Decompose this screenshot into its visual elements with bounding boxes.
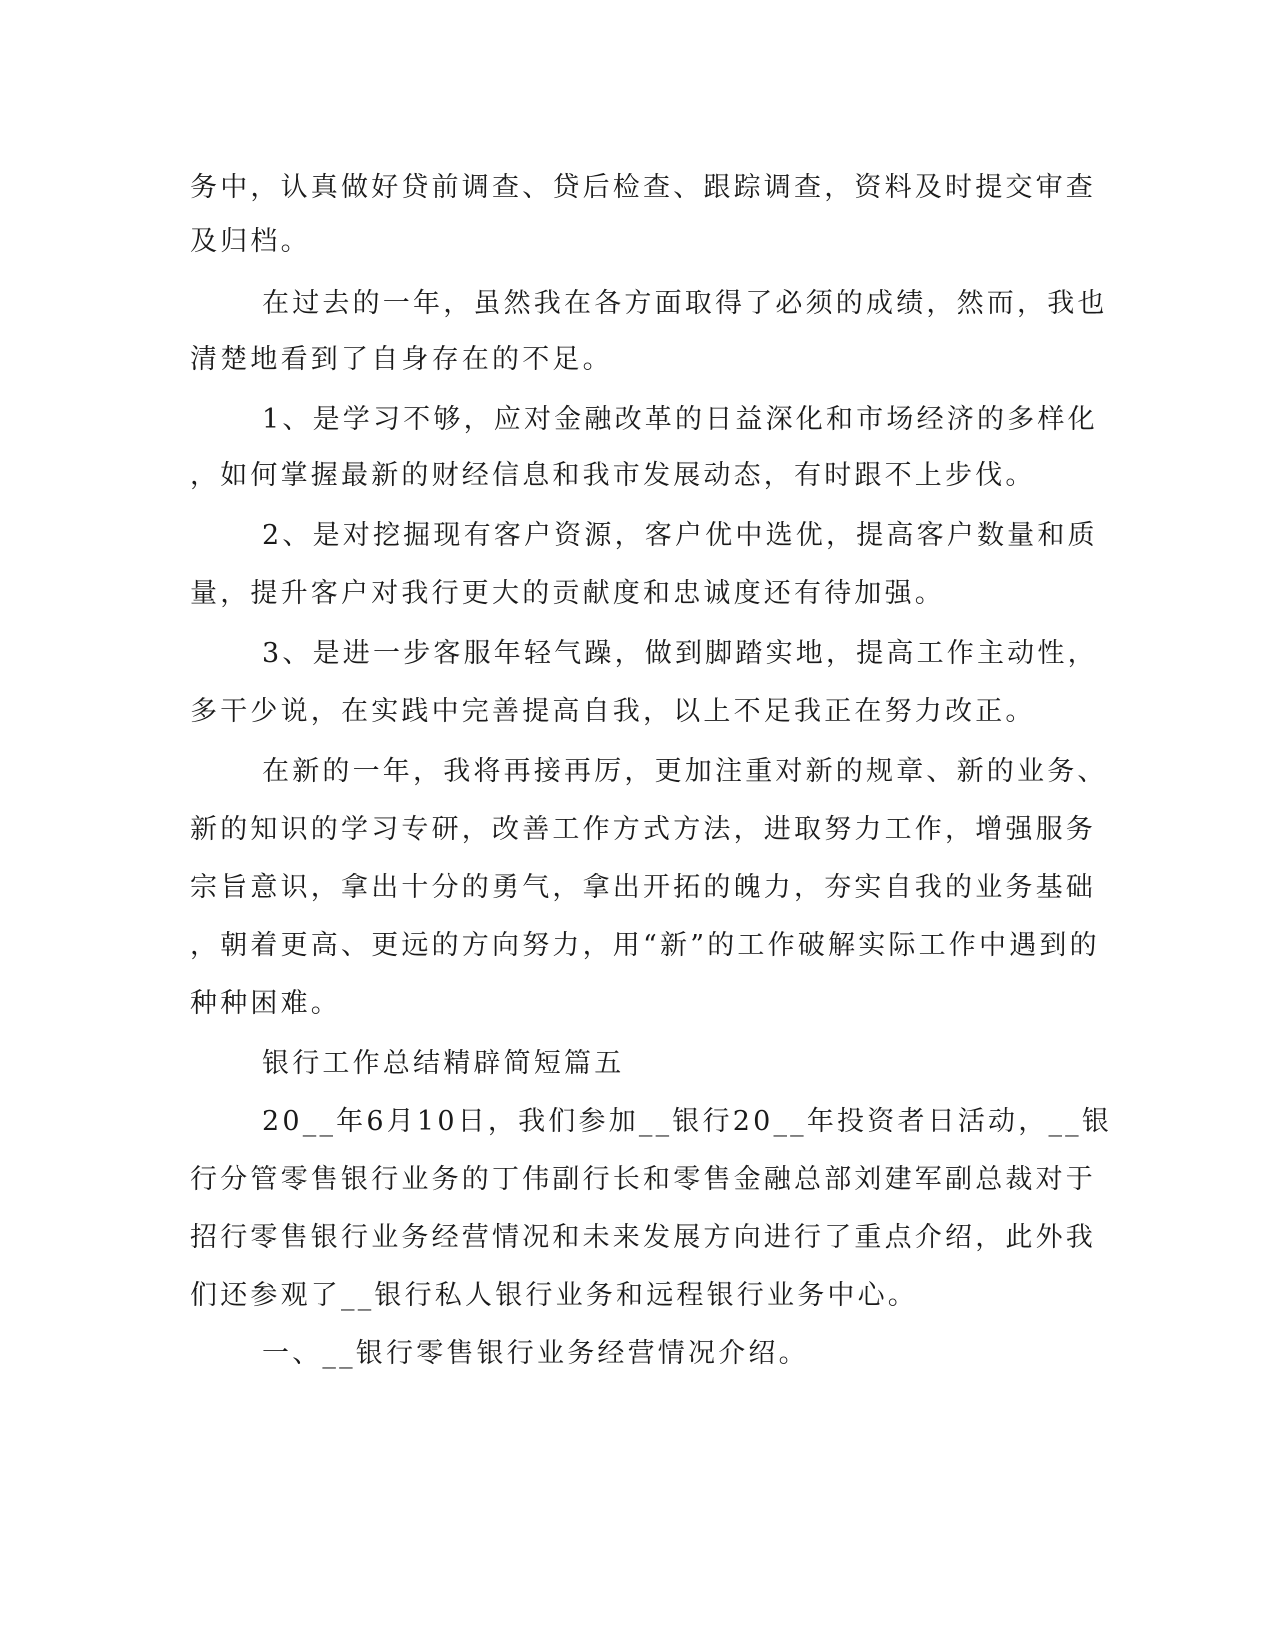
text-line: ，朝着更高、更远的方向努力，用“新”的工作破解实际工作中遇到的 bbox=[190, 930, 1100, 961]
text-line: 量，提升客户对我行更大的贡献度和忠诚度还有待加强。 bbox=[190, 578, 945, 609]
text-line: 招行零售银行业务经营情况和未来发展方向进行了重点介绍，此外我 bbox=[190, 1222, 1096, 1253]
paragraph-start-line: 20__年6月10日，我们参加__银行20__年投资者日活动，__银 bbox=[262, 1106, 1113, 1137]
text-line: ，如何掌握最新的财经信息和我市发展动态，有时跟不上步伐。 bbox=[190, 460, 1036, 491]
section-heading: 银行工作总结精辟简短篇五 bbox=[262, 1048, 625, 1079]
paragraph-start-line: 在新的一年，我将再接再厉，更加注重对新的规章、新的业务、 bbox=[262, 756, 1108, 787]
text-line: 及归档。 bbox=[190, 226, 311, 257]
list-item-1-line: 1、是学习不够，应对金融改革的日益深化和市场经济的多样化 bbox=[262, 404, 1098, 435]
text-line: 们还参观了__银行私人银行业务和远程银行业务中心。 bbox=[190, 1280, 918, 1311]
text-line: 务中，认真做好贷前调查、贷后检查、跟踪调查，资料及时提交审查 bbox=[190, 172, 1096, 203]
text-line: 宗旨意识，拿出十分的勇气，拿出开拓的魄力，夯实自我的业务基础 bbox=[190, 872, 1096, 903]
text-line: 行分管零售银行业务的丁伟副行长和零售金融总部刘建军副总裁对于 bbox=[190, 1164, 1096, 1195]
paragraph-start-line: 在过去的一年，虽然我在各方面取得了必须的成绩，然而，我也 bbox=[262, 288, 1108, 319]
text-line: 多干少说，在实践中完善提高自我，以上不足我正在努力改正。 bbox=[190, 696, 1036, 727]
list-item-3-line: 3、是进一步客服年轻气躁，做到脚踏实地，提高工作主动性， bbox=[262, 638, 1098, 669]
subsection-heading: 一、__银行零售银行业务经营情况介绍。 bbox=[262, 1338, 809, 1369]
text-line: 种种困难。 bbox=[190, 988, 341, 1019]
text-line: 清楚地看到了自身存在的不足。 bbox=[190, 344, 613, 375]
text-line: 新的知识的学习专研，改善工作方式方法，进取努力工作，增强服务 bbox=[190, 814, 1096, 845]
list-item-2-line: 2、是对挖掘现有客户资源，客户优中选优，提高客户数量和质 bbox=[262, 520, 1098, 551]
